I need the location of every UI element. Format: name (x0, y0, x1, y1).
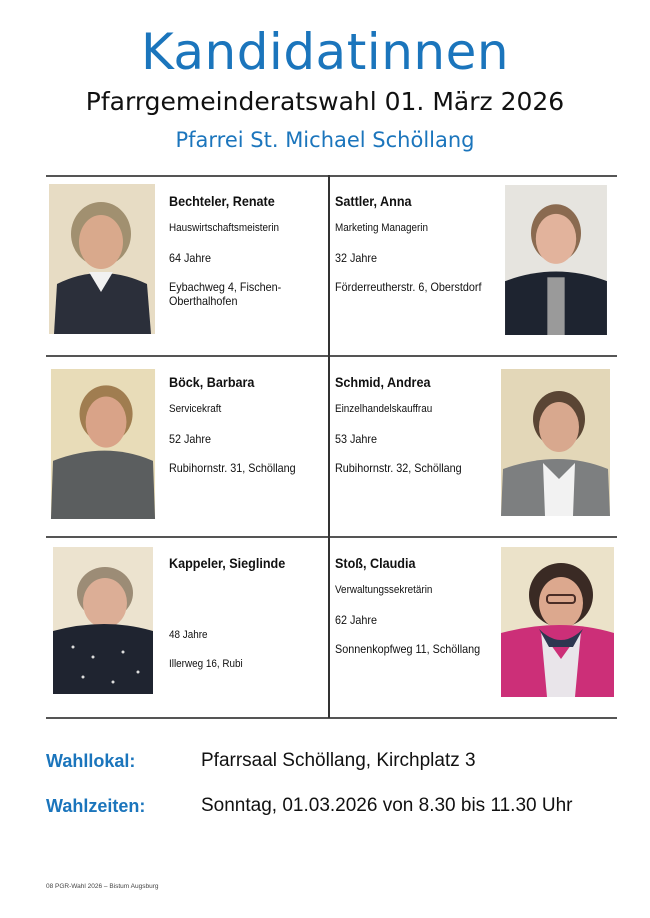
candidate-occupation: Einzelhandelskauffrau (335, 403, 433, 415)
candidate-info (169, 374, 329, 475)
candidate-address: Rubihornstr. 31, Schöllang (169, 461, 296, 475)
candidate-age: 53 Jahre (335, 432, 378, 446)
location-value: Pfarrsaal Schöllang, Kirchplatz 3 (201, 750, 476, 771)
page-title: Kandidatinnen (140, 23, 510, 81)
candidate-photo (501, 369, 610, 516)
times-label: Wahlzeiten: (46, 796, 146, 816)
candidate-age: 32 Jahre (335, 251, 378, 265)
candidate-card (329, 537, 611, 718)
candidate-name: Sattler, Anna (335, 193, 412, 209)
candidate-info (335, 193, 495, 294)
candidate-photo (49, 184, 155, 334)
candidate-address: Sonnenkopfweg 11, Schöllang (335, 642, 481, 656)
candidate-info (335, 374, 495, 475)
candidate-info (335, 555, 495, 656)
candidate-age: 64 Jahre (169, 251, 212, 265)
candidate-card (329, 175, 611, 356)
times-value: Sonntag, 01.03.2026 von 8.30 bis 11.30 Uhr (201, 795, 573, 816)
candidate-age: 52 Jahre (169, 432, 212, 446)
candidate-address: Eybachweg 4, Fischen-Oberthalhofen (169, 280, 282, 308)
candidate-card (46, 356, 328, 537)
election-subtitle: Pfarrgemeinderatswahl 01. März 2026 (85, 87, 565, 116)
candidate-photo (501, 547, 614, 697)
candidate-name: Bechteler, Renate (169, 193, 275, 209)
candidate-photo (50, 369, 156, 519)
candidate-photo (53, 547, 153, 694)
candidate-occupation: Verwaltungssekretärin (335, 584, 433, 596)
candidate-name: Kappeler, Sieglinde (169, 555, 286, 571)
candidate-occupation: Servicekraft (169, 403, 222, 415)
candidate-age: 48 Jahre (169, 629, 208, 641)
candidate-name: Stoß, Claudia (335, 555, 416, 571)
candidate-address: Förderreutherstr. 6, Oberstdorf (335, 280, 482, 294)
candidate-card (46, 175, 328, 356)
candidate-photo (503, 185, 609, 335)
parish-name: Pfarrei St. Michael Schöllang (175, 128, 475, 152)
candidate-occupation: Marketing Managerin (335, 222, 429, 234)
candidate-card (329, 356, 611, 537)
footer-text: 08 PGR-Wahl 2026 – Bistum Augsburg (46, 883, 159, 890)
candidate-age: 62 Jahre (335, 613, 378, 627)
candidate-card (46, 537, 328, 718)
candidate-occupation (169, 584, 313, 612)
candidate-name: Schmid, Andrea (335, 374, 431, 390)
candidate-info (169, 555, 329, 671)
candidate-occupation: Hauswirtschaftsmeisterin (169, 222, 280, 234)
candidate-address: Rubihornstr. 32, Schöllang (335, 461, 462, 475)
candidate-address: Illerweg 16, Rubi (169, 658, 243, 670)
candidate-info (169, 193, 329, 308)
candidates-grid (46, 175, 617, 718)
location-label: Wahllokal: (46, 751, 136, 771)
candidate-name: Böck, Barbara (169, 374, 255, 390)
